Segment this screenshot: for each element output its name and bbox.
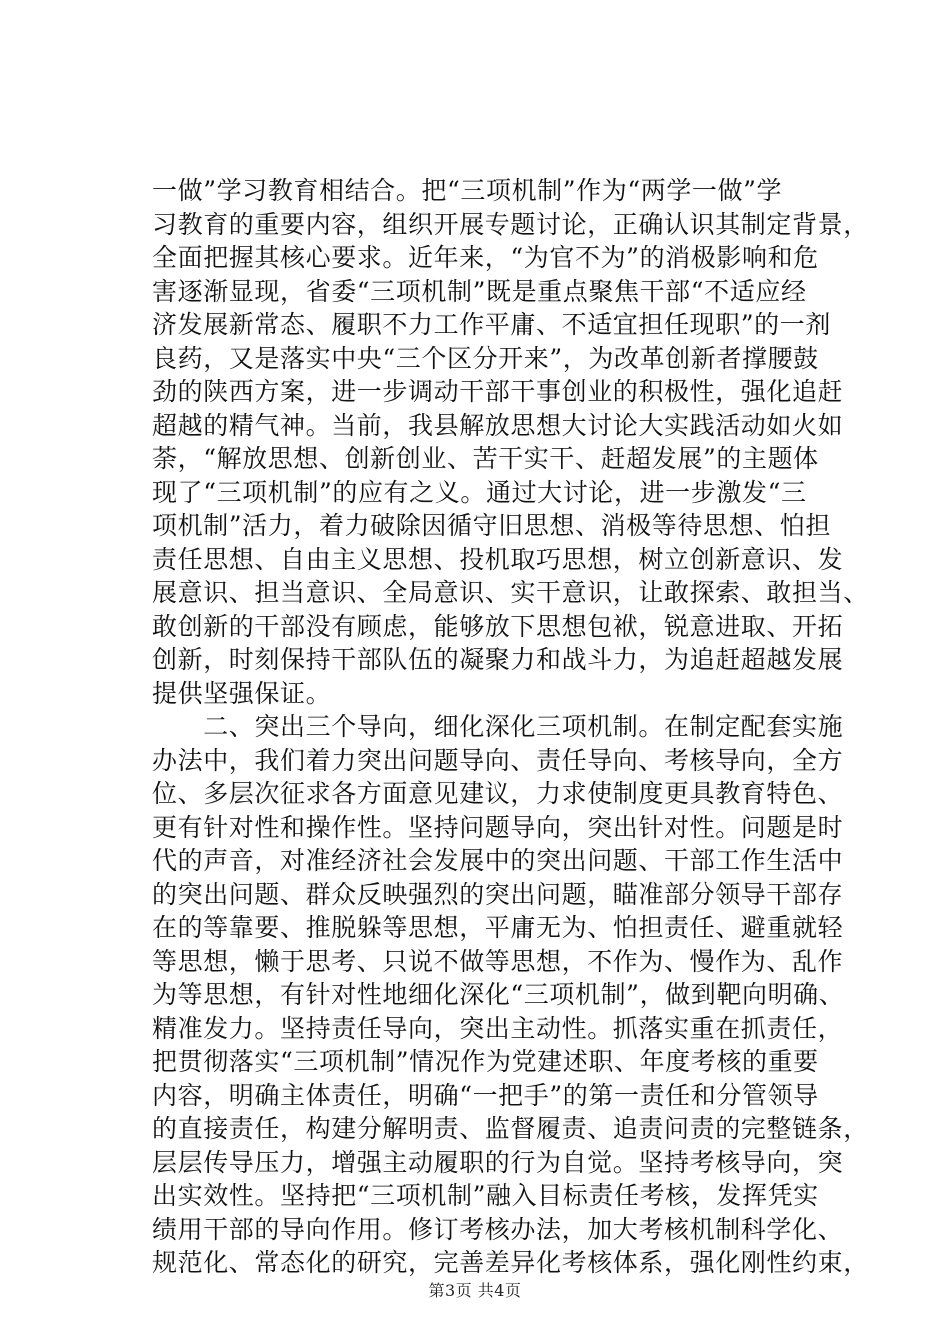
text-line-20: 更有针对性和操作性。坚持问题导向，突出针对性。问题是时 [152,812,844,842]
text-line-10: 现了“三项机制”的应有之义。通过大讨论，进一步激发“三 [152,477,807,507]
text-line-19: 位、多层次征求各方面意见建议，力求使制度更具教育特色、 [152,779,844,808]
page-footer [0,1278,950,1301]
text-line-6: 良药，又是落实中央“三个区分开来”，为改革创新者撑腰鼓 [152,343,819,373]
text-line-13: 展意识、担当意识、全局意识、实干意识，让敢探索、敢担当、 [152,578,869,607]
text-line-5: 济发展新常态、履职不力工作平庸、不适宜担任现职”的一剂 [152,310,831,339]
text-line-1: 一做”学习教育相结合。把“三项机制”作为“两学一做”学 [152,176,783,205]
text-line-4: 害逐渐显现，省委“三项机制”既是重点聚焦干部“不适应经 [152,276,807,306]
text-line-9: 荼，“解放思想、创新创业、苦干实干、赶超发展”的主题体 [152,444,819,473]
text-line-29: 的直接责任，构建分解明责、监督履责、追责问责的完整链条， [152,1114,869,1143]
text-line-3: 全面把握其核心要求。近年来，“为官不为”的消极影响和危 [152,243,819,272]
text-line-30: 层层传导压力，增强主动履职的行为自觉。坚持考核导向，突 [152,1147,844,1177]
text-line-21: 代的声音，对准经济社会发展中的突出问题、干部工作生活中 [152,846,844,875]
text-line-24: 等思想，懒于思考、只说不做等思想，不作为、慢作为、乱作 [152,946,844,976]
text-line-11: 项机制”活力，着力破除因循守旧思想、消极等待思想、怕担 [152,511,831,540]
text-line-16: 提供坚强保证。 [152,678,332,708]
document-body [152,174,869,1280]
text-line-12: 责任思想、自由主义思想、投机取巧思想，树立创新意识、发 [152,544,844,574]
text-line-23: 在的等靠要、推脱躲等思想，平庸无为、怕担责任、避重就轻 [152,913,844,942]
text-line-17: 二、突出三个导向，细化深化三项机制。在制定配套实施 [152,712,844,741]
text-line-26: 精准发力。坚持责任导向，突出主动性。抓落实重在抓责任， [152,1013,844,1043]
text-line-22: 的突出问题、群众反映强烈的突出问题，瞄准部分领导干部存 [152,879,844,909]
text-line-28: 内容，明确主体责任，明确“一把手”的第一责任和分管领导 [152,1080,819,1110]
text-line-32: 绩用干部的导向作用。修订考核办法，加大考核机制科学化、 [152,1214,844,1244]
text-line-15: 创新，时刻保持干部队伍的凝聚力和战斗力，为追赶超越发展 [152,645,844,674]
text-line-31: 出实效性。坚持把“三项机制”融入目标责任考核，发挥凭实 [152,1181,819,1210]
text-line-14: 敢创新的干部没有顾虑，能够放下思想包袱，锐意进取、开拓 [152,611,844,641]
text-line-18: 办法中，我们着力突出问题导向、责任导向、考核导向，全方 [152,745,844,775]
text-line-2: 习教育的重要内容，组织开展专题讨论，正确认识其制定背景， [152,209,869,239]
text-line-25: 为等思想，有针对性地细化深化“三项机制”，做到靶向明确、 [152,980,845,1009]
text-line-27: 把贯彻落实“三项机制”情况作为党建述职、年度考核的重要 [152,1047,819,1076]
text-line-7: 劲的陕西方案，进一步调动干部干事创业的积极性，强化追赶 [152,377,844,406]
text-line-8: 超越的精气神。当前，我县解放思想大讨论大实践活动如火如 [152,410,844,440]
page-number-label: 第3页 共4页 [428,1281,522,1300]
text-line-33: 规范化、常态化的研究，完善差异化考核体系，强化刚性约束， [152,1248,869,1277]
